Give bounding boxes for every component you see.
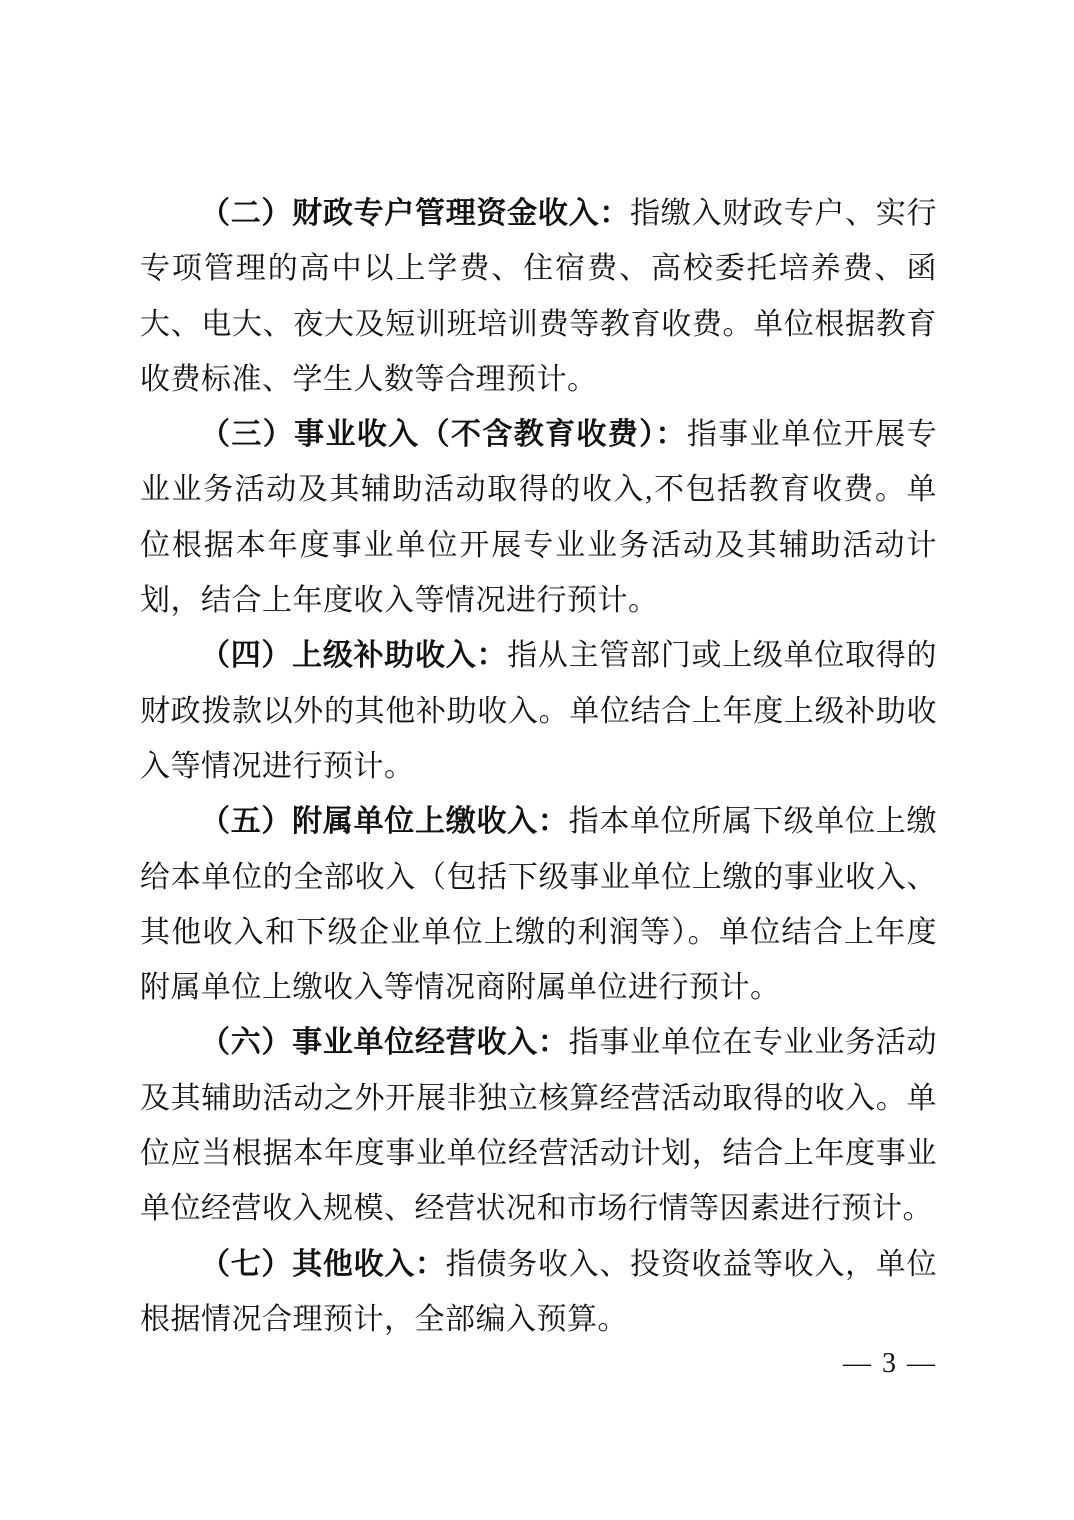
paragraph-body: 指从主管部门或上级单位取得的财政拨款以外的其他补助收入。单位结合上年度上级补助收入等情况进行预计。 — [140, 639, 938, 783]
paragraph-lead: （二）财政专户管理资金收入： — [200, 197, 631, 230]
paragraph-body: 指缴入财政专户、实行专项管理的高中以上学费、住宿费、高校委托培养费、函大、电大、夜大及短训班培训费等教育收费。单位根据教育收费标准、学生人数等合理预计。 — [140, 197, 938, 396]
paragraph-item-6 — [140, 1015, 937, 1236]
paragraph-lead: （六）事业单位经营收入： — [200, 1026, 569, 1060]
page-number: — 3 — — [843, 1348, 937, 1379]
paragraph-body: 指事业单位开展专业业务活动及其辅助活动取得的收入,不包括教育收费。单位根据本年度事业单位开展专业业务活动及其辅助活动计划，结合上年度收入等情况进行预计。 — [140, 418, 938, 618]
paragraph-lead: （五）附属单位上缴收入： — [200, 805, 569, 839]
paragraph-lead: （四）上级补助收入： — [200, 639, 508, 673]
paragraph-lead: （三）事业收入（不含教育收费）： — [200, 418, 687, 452]
paragraph-lead: （七）其他收入： — [200, 1247, 446, 1281]
paragraph-item-3 — [140, 407, 937, 628]
paragraph-item-4 — [140, 628, 937, 794]
paragraph-body: 指债务收入、投资收益等收入，单位根据情况合理预计，全部编入预算。 — [140, 1247, 938, 1336]
paragraph-body: 指本单位所属下级单位上缴给本单位的全部收入（包括下级事业单位上缴的事业收入、其他收入和下级企业单位上缴的利润等）。单位结合上年度附属单位上缴收入等情况商附属单位进行预计。 — [140, 805, 938, 1005]
paragraph-item-7 — [140, 1237, 937, 1348]
document-body — [140, 186, 937, 1347]
paragraph-body: 指事业单位在专业业务活动及其辅助活动之外开展非独立核算经营活动取得的收入。单位应当根据本年度事业单位经营活动计划，结合上年度事业单位经营收入规模、经营状况和市场行情等因素进行预计。 — [140, 1026, 938, 1226]
paragraph-item-5 — [140, 794, 937, 1015]
paragraph-item-2 — [140, 186, 937, 407]
page-footer — [843, 1348, 937, 1380]
